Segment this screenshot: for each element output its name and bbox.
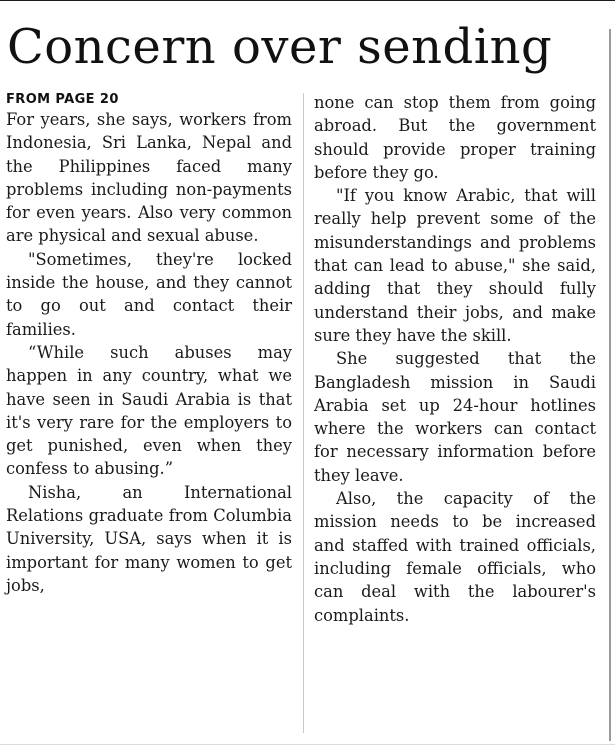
column-divider <box>303 93 304 733</box>
paragraph: For years, she says, workers from Indonesia, Sri Lanka, Nepal and the Philippines faced many problems including non-payments for even years. Also very common are physical and sexual abuse. <box>6 110 292 246</box>
right-edge-rule <box>609 29 611 741</box>
article-column-left <box>6 91 292 597</box>
paragraph: Nisha, an International Relations graduate from Columbia University, USA, says when it is important for many women to get jobs, <box>6 482 292 595</box>
paragraph: She suggested that the Bangladesh mission in Saudi Arabia set up 24-hour hotlines where the workers can contact for necessary information before they leave. <box>314 349 596 485</box>
paragraph: "If you know Arabic, that will really help prevent some of the misunderstandings and problems that can lead to abuse," she said, adding that they should fully understand their jobs, and make sure they have the skill. <box>314 186 596 345</box>
bottom-edge-rule <box>0 744 615 745</box>
article-headline: Concern over sending <box>7 19 553 75</box>
paragraph: "Sometimes, they're locked inside the house, and they cannot to go out and contact their families. <box>6 249 292 339</box>
paragraph: none can stop them from going abroad. But the government should provide proper training before they go. <box>314 93 596 182</box>
continued-from-kicker: FROM PAGE 20 <box>6 92 119 107</box>
article-column-right <box>314 91 596 627</box>
paragraph: “While such abuses may happen in any country, what we have seen in Saudi Arabia is that it's very rare for the employers to get punished, even when they confess to abusing.” <box>6 342 292 479</box>
paragraph: Also, the capacity of the mission needs to be increased and staffed with trained officials, including female officials, who can deal with the labourer's complaints. <box>314 489 596 625</box>
